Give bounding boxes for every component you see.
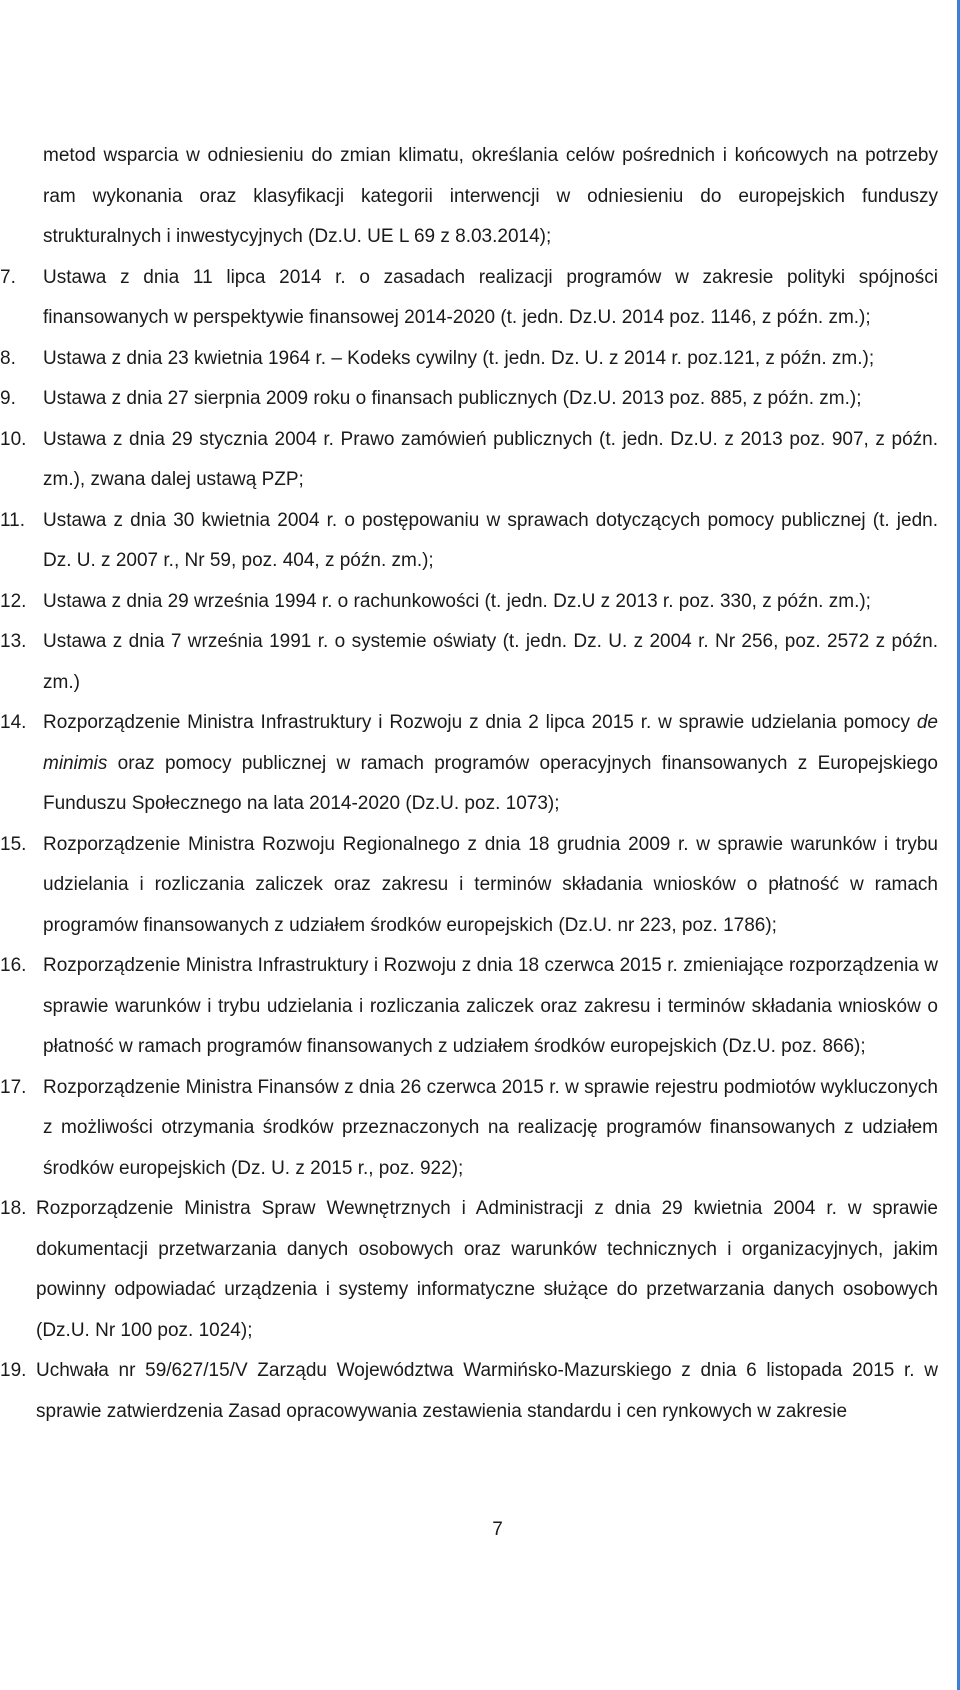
page-number: 7 [492, 1519, 503, 1540]
list-item-text: Rozporządzenie Ministra Finansów z dnia 26 czerwca 2015 r. w sprawie rejestru podmiotów wykluczonych z możliwości otrzymania środków przeznaczonych na realizację programów finansowanych z udziałem środków europejskich (Dz. U. z 2015 r., poz. 922); [43, 1076, 938, 1179]
list-item-number: 7. [0, 266, 16, 288]
list-item-text: Ustawa z dnia 29 stycznia 2004 r. Prawo zamówień publicznych (t. jedn. Dz.U. z 2013 poz. 907, z późn. zm.), zwana dalej ustawą PZP; [43, 428, 938, 490]
list-item-text: Ustawa z dnia 23 kwietnia 1964 r. – Kodeks cywilny (t. jedn. Dz. U. z 2014 r. poz.121, z późn. zm.); [43, 347, 875, 369]
list-item-16 [0, 946, 940, 1068]
list-item-text-part: oraz pomocy publicznej w ramach programów operacyjnych finansowanych z Europejskiego Funduszu Społecznego na lata 2014-2020 (Dz.U. poz. 1073); [43, 752, 938, 814]
list-item-15 [0, 825, 940, 947]
list-item-text: Uchwała nr 59/627/15/V Zarządu Województwa Warmińsko-Mazurskiego z dnia 6 listopada 2015 r. w sprawie zatwierdzenia Zasad opracowywania zestawienia standardu i cen rynkowych w zakresie [36, 1360, 938, 1422]
list-item-text: Ustawa z dnia 7 września 1991 r. o systemie oświaty (t. jedn. Dz. U. z 2004 r. Nr 256, poz. 2572 z późn. zm.) [43, 631, 938, 693]
list-item-18 [0, 1189, 940, 1351]
list-item-number: 10. [0, 428, 27, 450]
list-item-text-part: Rozporządzenie Ministra Infrastruktury i Rozwoju z dnia 2 lipca 2015 r. w sprawie udzielania pomocy [43, 712, 917, 733]
list-item-number: 13. [0, 631, 27, 652]
list-item-number: 14. [0, 712, 27, 733]
list-item-12 [0, 582, 940, 623]
list-item-number: 11. [0, 509, 26, 531]
list-item-10 [0, 420, 940, 501]
list-item-text: Ustawa z dnia 11 lipca 2014 r. o zasadach realizacji programów w zakresie polityki spójności finansowanych w perspektywie finansowej 2014-2020 (t. jedn. Dz.U. 2014 poz. 1146, z późn. zm.); [43, 266, 938, 328]
list-item-number: 17. [0, 1076, 27, 1098]
list-item-text: Ustawa z dnia 29 września 1994 r. o rachunkowości (t. jedn. Dz.U z 2013 r. poz. 330, z późn. zm.); [43, 590, 871, 612]
list-item-number: 15. [0, 833, 27, 855]
list-item-14 [0, 703, 940, 825]
list-item-text: Rozporządzenie Ministra Rozwoju Regionalnego z dnia 18 grudnia 2009 r. w sprawie warunków i trybu udzielania i rozliczania zaliczek oraz zakresu i terminów składania wniosków o płatność w ramach programów finansowanych z udziałem środków europejskich (Dz.U. nr 223, poz. 1786); [43, 833, 938, 936]
list-item-text [43, 703, 938, 825]
list-item-17 [0, 1068, 940, 1190]
list-item-number: 18. [0, 1198, 27, 1219]
list-item-number: 8. [0, 347, 16, 369]
list-item-text: Ustawa z dnia 30 kwietnia 2004 r. o postępowaniu w sprawach dotyczących pomocy publicznej (t. jedn. Dz. U. z 2007 r., Nr 59, poz. 404, z późn. zm.); [43, 509, 938, 571]
list-item-11 [0, 501, 940, 582]
document-body [0, 136, 940, 1432]
list-item-13 [0, 622, 940, 703]
list-item-number: 16. [0, 955, 27, 976]
list-item-text: Rozporządzenie Ministra Spraw Wewnętrznych i Administracji z dnia 29 kwietnia 2004 r. w sprawie dokumentacji przetwarzania danych osobowych oraz warunków technicznych i organizacyjnych, jakim powinny odpowiadać urządzenia i systemy informatyczne służące do przetwarzania danych osobowych (Dz.U. Nr 100 poz. 1024); [36, 1198, 938, 1341]
list-item-number: 9. [0, 388, 16, 409]
list-item-number: 12. [0, 590, 27, 612]
list-item-8 [0, 339, 940, 380]
list-item-9 [0, 379, 940, 420]
list-item-italic-term: de minimis [43, 712, 938, 774]
list-item-text: Rozporządzenie Ministra Infrastruktury i Rozwoju z dnia 18 czerwca 2015 r. zmieniające rozporządzenia w sprawie warunków i trybu udzielania i rozliczania zaliczek oraz zakresu i terminów składania wniosków o płatność w ramach programów finansowanych z udziałem środków europejskich (Dz.U. poz. 866); [43, 955, 938, 1057]
list-item-19 [0, 1351, 940, 1432]
list-item-text: Ustawa z dnia 27 sierpnia 2009 roku o finansach publicznych (Dz.U. 2013 poz. 885, z późn. zm.); [43, 388, 862, 409]
list-item-number: 19. [0, 1360, 27, 1381]
list-item-7 [0, 258, 940, 339]
intro-paragraph: metod wsparcia w odniesieniu do zmian klimatu, określania celów pośrednich i końcowych na potrzeby ram wykonania oraz klasyfikacji kategorii interwencji w odniesieniu do europejskich funduszy strukturalnych i inwestycyjnych (Dz.U. UE L 69 z 8.03.2014); [43, 145, 938, 247]
